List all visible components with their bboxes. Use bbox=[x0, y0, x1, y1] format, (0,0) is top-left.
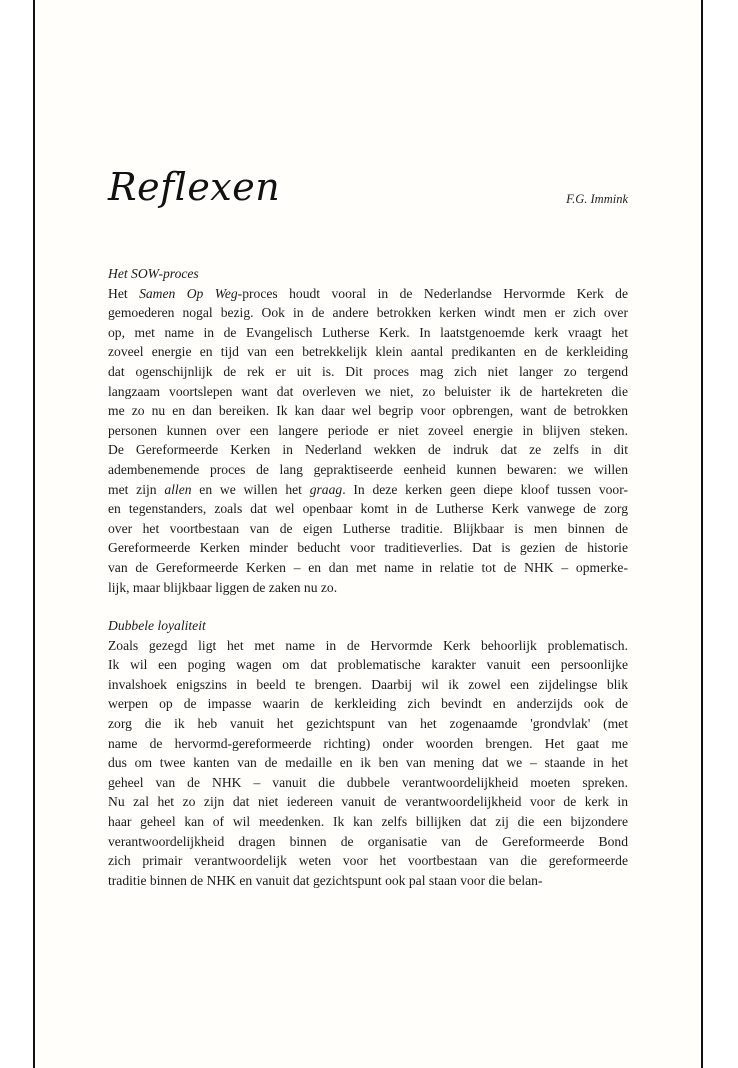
text-line: personen kunnen over een langere periode er niet zoveel energie in blijven steken. bbox=[108, 422, 628, 438]
text-line: Ik wil een poging wagen om dat problematische karakter vanuit een persoonlijke bbox=[108, 657, 628, 673]
text-line: op, met name in de Evangelisch Lutherse Kerk. In laatstgenoemde kerk vraagt het bbox=[108, 324, 628, 340]
right-page-edge bbox=[701, 0, 703, 1068]
text-line: over het voortbestaan van de eigen Lutherse traditie. Blijkbaar is men binnen de bbox=[108, 520, 628, 536]
text-line: De Gereformeerde Kerken in Nederland wekken de indruk dat ze zelfs in dit bbox=[108, 442, 628, 458]
emphasis: Samen Op Weg bbox=[139, 285, 238, 301]
section-paragraph bbox=[108, 284, 628, 598]
text-line: Gereformeerde Kerken minder beducht voor traditieverlies. Dat is gezien de historie bbox=[108, 540, 628, 556]
text-line: dus om twee kanten van de medaille en ik ben van mening dat we – staande in het bbox=[108, 755, 628, 771]
text-line: zoveel energie en tijd van een betrekkelijk klein aantal predikanten en de kerkleiding bbox=[108, 344, 628, 360]
text-line: van de Gereformeerde Kerken – en dan met name in relatie tot de NHK – opmerke- bbox=[108, 559, 628, 575]
text-line: met zijn allen en we willen het graag. In deze kerken geen diepe kloof tussen voor- bbox=[108, 481, 628, 497]
text-line: zich primair verantwoordelijk weten voor het voortbestaan van die gereformeerde bbox=[108, 853, 628, 869]
text-line: adembenemende proces de lang gepraktiseerde eenheid kunnen bewaren: we willen bbox=[108, 461, 628, 477]
text-line: Nu zal het zo zijn dat niet iedereen vanuit de verantwoordelijkheid voor de kerk in bbox=[108, 794, 628, 810]
text-line: me zo nu en dan bereiken. Ik kan daar wel begrip voor opbrengen, want de betrokken bbox=[108, 403, 628, 419]
text-line: zorg die ik heb vanuit het gezichtspunt van het zogenaamde 'grondvlak' (met bbox=[108, 716, 628, 732]
text-line: lijk, maar blijkbaar liggen de zaken nu zo. bbox=[108, 579, 338, 595]
article-body bbox=[108, 264, 628, 890]
section-heading: Dubbele loyaliteit bbox=[108, 618, 206, 634]
text-line: invalshoek enigszins in beeld te brengen. Daarbij wil ik zowel een zijdelingse blik bbox=[108, 676, 628, 692]
section-paragraph bbox=[108, 636, 628, 891]
emphasis: graag bbox=[309, 481, 343, 497]
text-line: Zoals gezegd ligt het met name in de Hervormde Kerk behoorlijk problematisch. bbox=[108, 637, 628, 653]
left-page-edge bbox=[33, 0, 35, 1068]
text-line: traditie binnen de NHK en vanuit dat gezichtspunt ook pal staan voor die belan- bbox=[108, 872, 543, 888]
text-line: dat ogenschijnlijk de rek er uit is. Dit proces mag zich niet langer zo tergend bbox=[108, 363, 628, 379]
text-line: name de hervormd-gereformeerde richting) onder woorden brengen. Het gaat me bbox=[108, 735, 628, 751]
text-line: gemoederen nogal bezig. Ook in de andere betrokken kerken windt men er zich over bbox=[108, 305, 628, 321]
text-line: verantwoordelijkheid dragen binnen de organisatie van de Gereformeerde Bond bbox=[108, 833, 628, 849]
emphasis: allen bbox=[164, 481, 192, 497]
text-line: werpen op de impasse waarin de kerkleiding zich bevindt en anderzijds ook de bbox=[108, 696, 628, 712]
text-line: Het Samen Op Weg-proces houdt vooral in de Nederlandse Hervormde Kerk de bbox=[108, 285, 628, 301]
text-line: langzaam voortslepen want dat overleven we niet, zo beluister ik de hartekreten die bbox=[108, 383, 628, 399]
text-line: en tegenstanders, zoals dat wel openbaar komt in de Lutherse Kerk vanwege de zorg bbox=[108, 501, 628, 517]
article-header bbox=[108, 165, 628, 228]
article-title: Reflexen bbox=[108, 165, 281, 209]
author-name: F.G. Immink bbox=[566, 192, 628, 206]
text-line: haar geheel kan of wil meedenken. Ik kan zelfs billijken dat zij die een bijzondere bbox=[108, 814, 628, 830]
section-heading: Het SOW-proces bbox=[108, 266, 199, 281]
text-line: geheel van de NHK – vanuit die dubbele verantwoordelijkheid moeten spreken. bbox=[108, 774, 628, 790]
